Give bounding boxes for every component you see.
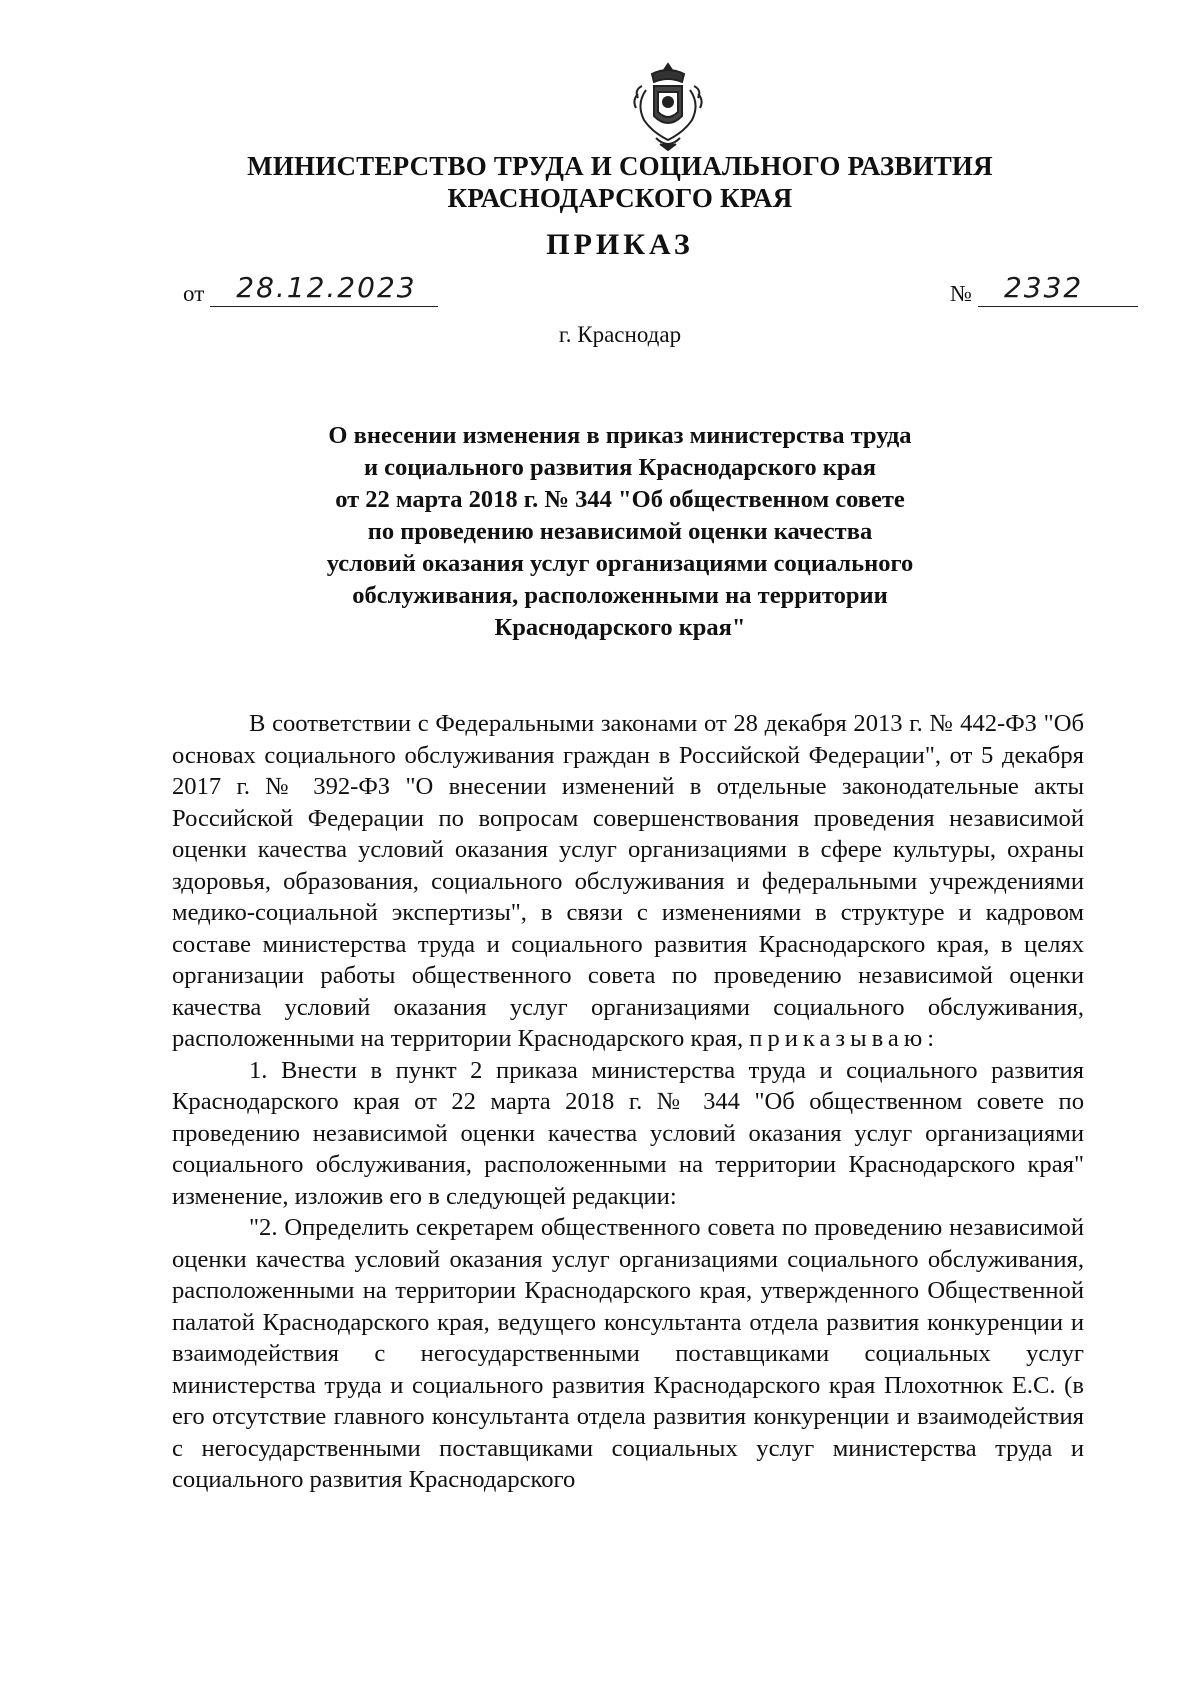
body-paragraph-preamble [172, 708, 1084, 1055]
date-value: 28.12.2023 [236, 271, 417, 304]
number-value: 2332 [1003, 271, 1084, 304]
document-type: ПРИКАЗ [546, 228, 694, 261]
subject-line: обслуживания, расположенными на территории [352, 582, 888, 609]
subject-line: О внесении изменения в приказ министерства труда [328, 422, 912, 449]
coat-of-arms-icon [628, 60, 708, 152]
body-paragraph-item-1: 1. Внести в пункт 2 приказа министерства труда и социального развития Краснодарского края от 22 марта 2018 г. № 344 "Об общественном совете по проведению независимой оценки качества условий оказания услуг организациями социального обслуживания, расположенными на территории Краснодарского края" изменение, изложив его в следующей редакции: [172, 1056, 1084, 1210]
date-row [183, 270, 438, 307]
document-body [172, 708, 1084, 1496]
subject-line: по проведению независимой оценки качества [367, 518, 873, 545]
subject-line: условий оказания услуг организациями социального [326, 550, 914, 577]
number-row [950, 270, 1138, 307]
document-subject [280, 420, 960, 644]
preamble-text: В соответствии с Федеральными законами от 28 декабря 2013 г. № 442-ФЗ "Об основах социального обслуживания граждан в Российской Федерации", от 5 декабря 2017 г. № 392-ФЗ "О внесении изменений в отдельные законодательные акты Российской Федерации по вопросам совершенствования проведения независимой оценки качества условий оказания услуг организациями в сфере культуры, охраны здоровья, образования, социального обслуживания и федеральными учреждениями медико-социальной экспертизы", в связи с изменениями в структуре и кадровом составе министерства труда и социального развития Краснодарского края, в целях организации работы общественного совета по проведению независимой оценки качества условий оказания услуг организациями социального обслуживания, расположенными на территории Краснодарского края, [172, 710, 1084, 1052]
subject-line: от 22 марта 2018 г. № 344 "Об общественном совете [335, 486, 905, 513]
number-prefix: № [950, 281, 972, 306]
subject-line: Краснодарского края" [494, 614, 746, 641]
ministry-name-line1: МИНИСТЕРСТВО ТРУДА И СОЦИАЛЬНОГО РАЗВИТИЯ [247, 151, 993, 181]
ministry-name-line2: КРАСНОДАРСКОГО КРАЯ [447, 183, 793, 213]
date-prefix: от [183, 281, 205, 306]
body-paragraph-item-2: "2. Определить секретарем общественного совета по проведению независимой оценки качества условий оказания услуг организациями социального обслуживания, расположенными на территории Краснодарского края, утвержденного Общественной палатой Краснодарского края, ведущего консультанта отдела развития конкуренции и взаимодействия с негосударственными поставщиками социальных услуг министерства труда и социального развития Краснодарского края Плохотнюк Е.С. (в его отсутствие главного консультанта отдела развития конкуренции и взаимодействия с негосударственными поставщиками социальных услуг министерства труда и социального развития Краснодарского [172, 1214, 1084, 1493]
subject-line: и социального развития Краснодарского края [363, 454, 877, 481]
number-field [978, 270, 1138, 307]
order-word: приказываю: [749, 1025, 940, 1052]
date-field [210, 270, 438, 307]
ministry-name [180, 150, 1060, 214]
city: г. Краснодар [558, 322, 682, 347]
